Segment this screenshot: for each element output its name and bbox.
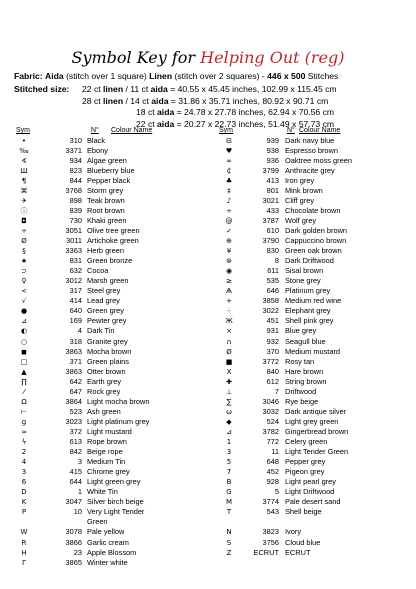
dmc-number: 3865: [65, 557, 82, 567]
size-dims: = 40.55 x 45.45 inches, 102.99 x 115.45 cm: [167, 84, 337, 94]
size-fab: linen: [103, 84, 124, 94]
dmc-number: 7: [274, 386, 279, 396]
pattern-symbol: ○: [20, 337, 28, 346]
size-ct: 28 ct: [82, 95, 104, 106]
dmc-number: 3823: [262, 527, 279, 537]
pattern-symbol: <: [21, 287, 27, 296]
colour-name: Olive tree green: [87, 225, 140, 235]
dmc-number: 3864: [65, 396, 82, 406]
fabric-line: [14, 71, 338, 81]
pattern-symbol: K: [21, 498, 27, 507]
title-prefix: Symbol Key for: [71, 48, 196, 67]
colour-name: Light Driftwood: [285, 487, 335, 497]
colour-name: Silver birch beige: [87, 497, 144, 507]
pattern-symbol: ¥: [226, 247, 232, 256]
dmc-number: 3: [77, 457, 82, 467]
pattern-symbol: ◐: [20, 327, 28, 336]
dmc-number: 932: [266, 336, 279, 346]
dmc-number: 842: [69, 447, 82, 457]
pattern-symbol: ‡: [227, 186, 231, 195]
pattern-symbol: 7: [226, 468, 232, 477]
pattern-symbol: ◘: [21, 216, 27, 225]
pattern-symbol: ⊟: [226, 136, 232, 145]
colour-name: Green oak brown: [285, 246, 342, 256]
pattern-symbol: Ш: [20, 166, 28, 175]
pattern-symbol: g: [21, 417, 27, 426]
fabric-aida: Aida: [45, 71, 64, 81]
col2-num-header: N°: [287, 127, 295, 134]
fabric-linen: Linen: [149, 71, 173, 81]
colour-name: Medium mustard: [285, 346, 341, 356]
colour-name: String brown: [285, 376, 327, 386]
colour-name: Marsh green: [87, 276, 129, 286]
pattern-symbol: ¶: [21, 176, 27, 185]
pattern-symbol: ≈: [21, 427, 27, 436]
dmc-number: 898: [69, 195, 82, 205]
colour-name: Green: [87, 517, 108, 527]
pattern-symbol: 1: [226, 438, 232, 446]
colour-name: Wolf grey: [285, 215, 317, 225]
dmc-number: 11: [271, 447, 279, 457]
dmc-number: 632: [69, 266, 82, 276]
pattern-symbol: ✓: [226, 226, 232, 235]
dmc-number: 543: [266, 507, 279, 517]
pattern-symbol: 3: [226, 448, 232, 457]
stitch-count: 446 x 500: [267, 71, 306, 81]
pattern-symbol: Ⅹ: [226, 367, 232, 376]
pattern-symbol: Γ: [22, 558, 26, 567]
dmc-number: 8: [274, 256, 279, 266]
colour-name: Artichoke green: [87, 236, 139, 245]
dmc-number: 610: [266, 225, 279, 235]
dmc-number: 934: [69, 155, 82, 165]
colour-name: Light Tender Green: [285, 447, 349, 457]
colour-name: Light green grey: [87, 477, 141, 487]
colour-name: Green grey: [87, 306, 124, 316]
colour-name: Light platinum grey: [87, 416, 150, 426]
colour-name: Lead grey: [87, 296, 120, 306]
col1-num-header: N°: [91, 127, 99, 134]
dmc-number: 3772: [262, 356, 279, 366]
dmc-number: 371: [69, 356, 82, 366]
colour-name: Medium red wine: [285, 296, 342, 306]
colour-name: Khaki green: [87, 215, 127, 225]
colour-name: Dark navy blue: [285, 135, 335, 145]
dmc-number: 3799: [262, 165, 279, 175]
dmc-number: 801: [266, 185, 279, 195]
colour-name: Medium Tin: [87, 457, 126, 467]
dmc-number: 3012: [65, 276, 82, 286]
size-fab: aida: [157, 107, 175, 117]
colour-name: Dark Driftwood: [285, 256, 334, 266]
dmc-number: 646: [266, 286, 279, 296]
colour-name: Rosy tan: [285, 356, 315, 366]
dmc-number: 3768: [65, 185, 82, 195]
dmc-number: 5: [274, 487, 279, 497]
dmc-number: 413: [266, 175, 279, 185]
pattern-symbol: Ø: [21, 237, 27, 245]
dmc-number: 844: [69, 175, 82, 185]
pattern-symbol: ◉: [225, 267, 233, 276]
dmc-number: 3790: [262, 236, 279, 245]
dmc-number: 839: [69, 205, 82, 215]
size-fab2: aida: [150, 84, 168, 94]
pattern-symbol: 6: [21, 478, 27, 487]
colour-name: Dark antique silver: [285, 406, 347, 416]
colour-name: Cloud blue: [285, 537, 321, 547]
pattern-symbol: ★: [20, 257, 28, 266]
colour-name: Green bronze: [87, 256, 133, 266]
pattern-symbol: ≥: [226, 277, 232, 286]
dmc-number: 3756: [262, 537, 279, 547]
pattern-symbol: ⁘: [226, 307, 232, 316]
colour-name: Seagull blue: [285, 336, 326, 346]
pattern-symbol: ◆: [226, 417, 232, 426]
colour-name: Storm grey: [87, 185, 124, 195]
pattern-symbol: ⊥: [225, 387, 233, 396]
dmc-number: 318: [69, 336, 82, 346]
pattern-symbol: ✚: [226, 377, 232, 386]
colour-name: Elephant grey: [285, 306, 331, 316]
pattern-symbol: ⊿: [226, 427, 232, 436]
pattern-symbol: +: [226, 297, 232, 306]
colour-name: Very Light Tender: [87, 507, 145, 517]
colour-name: Mink brown: [285, 185, 323, 195]
pattern-symbol: G: [226, 488, 232, 497]
colour-name: Cliff grey: [285, 195, 315, 205]
dmc-number: 648: [266, 457, 279, 467]
dmc-number: 169: [69, 316, 82, 326]
pattern-symbol: ♀: [21, 277, 27, 286]
dmc-number: ECRUT: [253, 547, 279, 557]
colour-name: Light mocha brown: [87, 396, 150, 406]
colour-name: Sisal brown: [285, 266, 324, 276]
pattern-symbol: @: [225, 216, 233, 225]
colour-name: Light pearl grey: [285, 477, 336, 487]
colour-name: Iron grey: [285, 175, 315, 185]
stitches-label: Stitches: [307, 71, 339, 81]
pattern-symbol: □: [20, 357, 28, 366]
fabric-label: Fabric:: [14, 71, 43, 81]
pattern-symbol: ₵: [226, 166, 232, 175]
dmc-number: 3863: [65, 346, 82, 356]
size-dims: = 20.27 x 22.73 inches, 51.49 x 57.73 cm: [174, 118, 335, 129]
pattern-symbol: §: [22, 247, 26, 256]
dmc-number: 3858: [262, 296, 279, 306]
size-fab: linen: [103, 95, 124, 106]
colour-name: Rye beige: [285, 396, 319, 406]
pattern-symbol: ▲: [21, 367, 27, 376]
col2-sym-header: Sym: [219, 127, 233, 134]
size-dims: = 31.86 x 35.71 inches, 80.92 x 90.71 cm: [168, 95, 329, 106]
pattern-symbol: ÷: [21, 226, 27, 235]
colour-name: Root brown: [87, 205, 125, 215]
dmc-number: 928: [266, 477, 279, 487]
pattern-symbol: ⓘ: [20, 206, 28, 215]
dmc-number: 644: [69, 477, 82, 487]
dmc-number: 415: [69, 467, 82, 477]
dmc-number: 936: [266, 155, 279, 165]
size-fab2: aida: [151, 95, 169, 106]
dmc-number: 4: [77, 326, 82, 336]
dmc-number: 3371: [65, 145, 82, 155]
stitched-size-line: [136, 107, 334, 117]
colour-name: Green plains: [87, 356, 129, 366]
pattern-symbol: ϟ: [21, 438, 27, 446]
size-ct: 18 ct: [136, 107, 158, 117]
pattern-symbol: ⊿: [21, 317, 27, 326]
pattern-symbol: ⊃: [21, 267, 27, 276]
pattern-symbol: ∞: [226, 156, 232, 165]
colour-name: Rope brown: [87, 437, 127, 446]
col2-name-header: Colour Name: [299, 127, 341, 134]
dmc-number: 3782: [262, 426, 279, 436]
pattern-symbol: 5: [226, 458, 232, 467]
size-rest: / 14 ct: [123, 95, 152, 106]
pattern-symbol: D: [21, 488, 27, 497]
colour-name: Pewter grey: [87, 316, 127, 326]
dmc-number: 931: [266, 326, 279, 336]
colour-name: Oaktree moss green: [285, 155, 352, 165]
pattern-symbol: Ж: [225, 317, 233, 326]
colour-name: White Tin: [87, 487, 118, 497]
dmc-number: 730: [69, 215, 82, 225]
colour-name: Stone grey: [285, 276, 321, 286]
pattern-symbol: ⊢: [20, 407, 28, 416]
colour-name: Espresso brown: [285, 145, 338, 155]
dmc-number: 939: [266, 135, 279, 145]
col1-sym-header: Sym: [16, 127, 30, 134]
pattern-symbol: Ѧ: [225, 287, 233, 296]
colour-name: ECRUT: [285, 547, 311, 557]
dmc-number: 613: [69, 437, 82, 446]
colour-name: Pale desert sand: [285, 497, 341, 507]
pattern-symbol: H: [21, 548, 27, 557]
size-ct: 22 ct: [136, 118, 158, 129]
pattern-symbol: W: [20, 528, 28, 537]
pattern-symbol: √: [21, 297, 27, 306]
dmc-number: 831: [69, 256, 82, 266]
dmc-number: 642: [69, 376, 82, 386]
dmc-number: 3022: [262, 306, 279, 316]
dmc-number: 1: [77, 487, 82, 497]
dmc-number: 640: [69, 306, 82, 316]
colour-name: Granite grey: [87, 336, 128, 346]
colour-name: Dark Tin: [87, 326, 115, 336]
pattern-symbol: N: [226, 528, 232, 537]
colour-name: Chrome grey: [87, 467, 130, 477]
colour-name: Pale yellow: [87, 527, 125, 537]
colour-name: Anthracite grey: [285, 165, 335, 175]
colour-name: Teak brown: [87, 195, 125, 205]
fabric-aida-note: (stitch over 1 square): [66, 71, 147, 81]
pattern-symbol: ⊛: [226, 257, 232, 266]
colour-name: Shell pink grey: [285, 316, 334, 326]
colour-name: Blueberry blue: [87, 165, 135, 175]
colour-name: Ivory: [285, 527, 302, 537]
colour-name: Chocolate brown: [285, 205, 341, 215]
dmc-number: 647: [69, 386, 82, 396]
colour-name: Algae green: [87, 155, 127, 165]
pattern-symbol: ♪: [226, 196, 232, 205]
dmc-number: 3021: [262, 195, 279, 205]
pattern-symbol: ⊕: [226, 237, 232, 245]
dmc-number: 823: [69, 165, 82, 175]
dmc-number: 3046: [262, 396, 279, 406]
fabric-linen-note: (stitch over 2 squares) -: [174, 71, 265, 81]
dmc-number: 523: [69, 406, 82, 416]
dmc-number: 10: [73, 507, 82, 517]
pattern-symbol: ●: [20, 307, 28, 316]
colour-name: Garlic cream: [87, 537, 129, 547]
dmc-number: 3032: [262, 406, 279, 416]
pattern-symbol: ✈: [21, 196, 27, 205]
dmc-number: 370: [266, 346, 279, 356]
size-rest: / 11 ct: [123, 84, 151, 94]
dmc-number: 830: [266, 246, 279, 256]
colour-name: Driftwood: [285, 386, 317, 396]
colour-name: Pepper black: [87, 175, 131, 185]
pattern-symbol: Ø: [226, 347, 232, 356]
pattern-symbol: Ω: [21, 397, 27, 406]
colour-name: Blue grey: [285, 326, 317, 336]
stitched-size-line: [82, 84, 337, 94]
colour-name: Cocoa: [87, 266, 109, 276]
colour-name: Pepper grey: [285, 457, 326, 467]
dmc-number: 611: [267, 266, 279, 276]
dmc-number: 433: [266, 205, 279, 215]
pattern-symbol: ω: [226, 407, 232, 416]
colour-name: Ash green: [87, 406, 121, 416]
colour-name: Gingerbread brown: [285, 426, 349, 436]
pattern-symbol: ⌘: [20, 186, 28, 195]
dmc-number: 3363: [65, 246, 82, 256]
pattern-symbol: B: [226, 478, 232, 487]
colour-name: Platinum grey: [285, 286, 331, 296]
page-title: [0, 48, 416, 67]
pattern-symbol: •: [21, 136, 27, 145]
colour-name: Winter white: [87, 557, 128, 567]
dmc-number: 372: [69, 426, 82, 436]
col1-name-header: Colour Name: [111, 127, 153, 134]
pattern-symbol: 4: [21, 458, 27, 467]
dmc-number: 3023: [65, 416, 82, 426]
colour-name: Celery green: [285, 437, 328, 446]
pattern-symbol: R: [21, 538, 27, 547]
colour-name: Beige rope: [87, 447, 123, 457]
pattern-symbol: ×: [226, 327, 232, 336]
colour-name: Shell beige: [285, 507, 322, 517]
colour-name: Rock grey: [87, 386, 121, 396]
pattern-symbol: 3: [21, 468, 27, 477]
pattern-symbol: T: [226, 508, 232, 517]
pattern-symbol: ♥: [225, 146, 233, 155]
dmc-number: 23: [73, 547, 82, 557]
title-pattern-name: Helping Out (reg): [200, 48, 345, 67]
dmc-number: 3787: [262, 215, 279, 225]
dmc-number: 612: [266, 376, 279, 386]
pattern-symbol: ■: [225, 357, 233, 366]
colour-name: Cappuccino brown: [285, 236, 347, 245]
dmc-number: 310: [69, 135, 82, 145]
pattern-symbol: ‰: [19, 146, 29, 155]
dmc-number: 535: [266, 276, 279, 286]
dmc-number: 414: [69, 296, 82, 306]
stitched-size-line: [82, 96, 328, 106]
colour-name: Ebony: [87, 145, 108, 155]
dmc-number: 3774: [262, 497, 279, 507]
colour-name: Black: [87, 135, 106, 145]
dmc-number: 317: [69, 286, 82, 296]
dmc-number: 452: [266, 467, 279, 477]
pattern-symbol: ∩: [226, 337, 232, 346]
dmc-number: 3011: [66, 236, 82, 245]
colour-name: Apple Blossom: [87, 547, 137, 557]
size-ct: 22 ct: [82, 84, 104, 94]
pattern-symbol: S: [226, 538, 232, 547]
dmc-number: 3047: [65, 497, 82, 507]
pattern-symbol: P: [21, 508, 27, 517]
pattern-symbol: Z: [226, 548, 232, 557]
colour-name: Dark golden brown: [285, 225, 348, 235]
dmc-number: 451: [266, 316, 279, 326]
pattern-symbol: ◼: [21, 347, 27, 356]
colour-name: Hare brown: [285, 366, 324, 376]
pattern-symbol: ÷: [226, 206, 232, 215]
dmc-number: 3051: [65, 225, 82, 235]
colour-name: Mocha brown: [87, 346, 132, 356]
colour-name: Steel grey: [87, 286, 121, 296]
pattern-symbol: M: [225, 498, 233, 507]
pattern-symbol: ∢: [21, 156, 27, 165]
pattern-symbol: 2: [21, 448, 27, 457]
colour-name: Earth grey: [87, 376, 122, 386]
pattern-symbol: ∑: [226, 397, 232, 406]
colour-name: Otter brown: [87, 366, 126, 376]
colour-name: Light mustard: [87, 426, 132, 436]
dmc-number: 524: [266, 416, 279, 426]
dmc-number: 3863: [65, 366, 82, 376]
colour-name: Herb green: [87, 246, 124, 256]
pattern-symbol: ⁄: [23, 387, 25, 396]
dmc-number: 3866: [65, 537, 82, 547]
pattern-symbol: ∏: [21, 377, 27, 386]
dmc-number: 3078: [65, 527, 82, 537]
pattern-symbol: ♣: [225, 176, 233, 185]
dmc-number: 938: [266, 145, 279, 155]
dmc-number: 772: [266, 437, 279, 446]
colour-name: Light grey green: [285, 416, 339, 426]
size-dims: = 24.78 x 27.78 inches, 62.94 x 70.56 cm: [174, 107, 335, 117]
colour-name: Pigeon grey: [285, 467, 325, 477]
stitched-size-label: Stitched size:: [14, 84, 70, 94]
size-fab: aida: [157, 118, 175, 129]
dmc-number: 840: [266, 366, 279, 376]
